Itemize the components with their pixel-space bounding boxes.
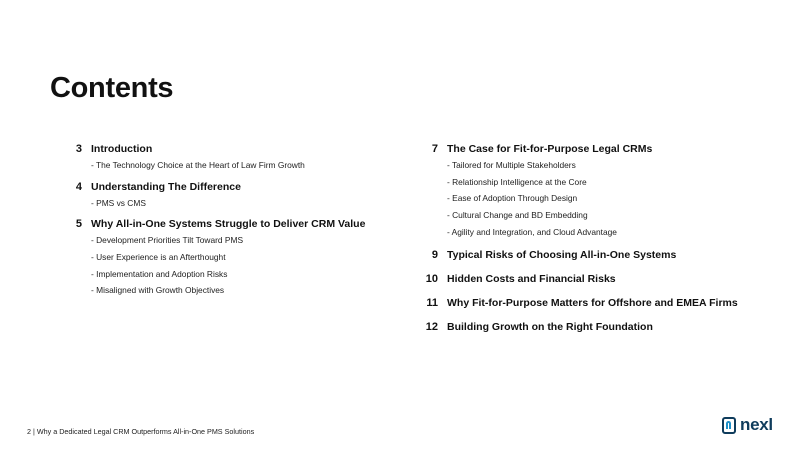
toc-subitem: - PMS vs CMS bbox=[91, 197, 146, 208]
toc-page-number: 7 bbox=[431, 143, 438, 155]
toc-page-number: 3 bbox=[75, 143, 82, 155]
nexl-logo bbox=[722, 415, 773, 435]
toc-entry-case-for-fit[interactable] bbox=[418, 143, 758, 240]
toc-subitem: - Agility and Integration, and Cloud Advantage bbox=[447, 226, 617, 237]
toc-heading[interactable]: The Case for Fit-for-Purpose Legal CRMs bbox=[447, 143, 653, 155]
toc-entry-understanding[interactable] bbox=[62, 181, 402, 212]
toc-heading[interactable]: Introduction bbox=[91, 143, 153, 155]
toc-heading[interactable]: Building Growth on the Right Foundation bbox=[447, 321, 653, 334]
toc-subitem: - User Experience is an Afterthought bbox=[91, 252, 226, 263]
toc-page-number: 4 bbox=[75, 180, 82, 193]
toc-subitem: - Ease of Adoption Through Design bbox=[447, 193, 578, 204]
toc-heading[interactable]: Understanding The Difference bbox=[91, 180, 241, 193]
nexl-logo-text: nexl bbox=[740, 415, 773, 434]
toc-heading[interactable]: Why Fit-for-Purpose Matters for Offshore and EMEA Firms bbox=[447, 297, 738, 310]
page-title: Contents bbox=[50, 72, 174, 104]
toc-subitem: - Implementation and Adoption Risks bbox=[91, 268, 228, 279]
toc-entry-why-all-in-one[interactable] bbox=[62, 218, 402, 299]
nexl-logo-icon bbox=[722, 417, 736, 434]
toc-page-number: 12 bbox=[425, 321, 438, 334]
toc-subitem: - Relationship Intelligence at the Core bbox=[447, 176, 587, 187]
toc-page-number: 5 bbox=[75, 218, 82, 231]
toc-page-number: 9 bbox=[431, 249, 438, 262]
page-footer: 2 | Why a Dedicated Legal CRM Outperforms All-in-One PMS Solutions bbox=[27, 427, 255, 436]
toc-subitem: - Misaligned with Growth Objectives bbox=[91, 285, 225, 296]
toc-page-number: 11 bbox=[426, 297, 438, 310]
toc-entry-typical-risks[interactable] bbox=[418, 249, 758, 261]
toc-subitem: - Cultural Change and BD Embedding bbox=[447, 210, 588, 221]
contents-column-right bbox=[418, 143, 758, 333]
toc-page-number: 10 bbox=[425, 273, 438, 286]
toc-heading[interactable]: Typical Risks of Choosing All-in-One Systems bbox=[447, 249, 677, 262]
toc-subitem: - Tailored for Multiple Stakeholders bbox=[447, 160, 576, 170]
toc-entry-hidden-costs[interactable] bbox=[418, 273, 758, 285]
toc-entry-introduction[interactable] bbox=[62, 143, 402, 174]
toc-subitem: - Development Priorities Tilt Toward PMS bbox=[91, 235, 244, 246]
contents-column-left bbox=[62, 143, 402, 299]
toc-heading[interactable]: Why All-in-One Systems Struggle to Deliver CRM Value bbox=[91, 218, 366, 231]
toc-entry-offshore-emea[interactable] bbox=[418, 297, 758, 309]
toc-heading[interactable]: Hidden Costs and Financial Risks bbox=[447, 273, 616, 286]
toc-subitem: - The Technology Choice at the Heart of Law Firm Growth bbox=[91, 160, 305, 170]
toc-entry-building-growth[interactable] bbox=[418, 321, 758, 333]
